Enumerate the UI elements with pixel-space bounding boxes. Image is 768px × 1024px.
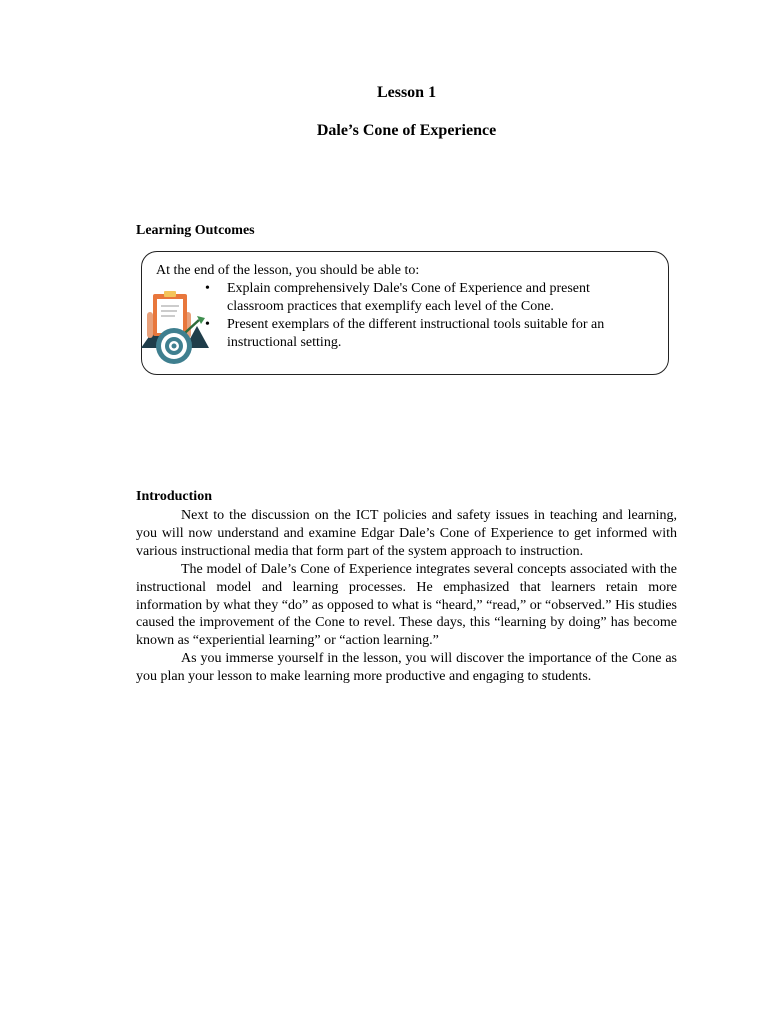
learning-outcomes-list — [205, 280, 625, 352]
left-arm-shape — [147, 312, 153, 338]
lesson-number: Lesson 1 — [376, 84, 437, 101]
target-bullseye — [172, 344, 177, 349]
clipboard-clip-shape — [164, 291, 176, 297]
target-clipboard-icon — [141, 290, 211, 366]
introduction-body — [136, 507, 677, 686]
outcome-text: Present exemplars of the different instructional tools suitable for an instructional setting. — [227, 317, 605, 350]
list-item — [205, 316, 625, 352]
outcome-text: Explain comprehensively Dale's Cone of Experience and present classroom practices that exemplify each level of the Cone. — [227, 281, 590, 314]
introduction-heading: Introduction — [136, 489, 212, 504]
bullet-icon: • — [205, 317, 210, 332]
list-item — [205, 280, 625, 316]
introduction-paragraph: Next to the discussion on the ICT policies and safety issues in teaching and learning, you will now understand and examine Edgar Dale’s Cone of Experience to get informed with various instructional media that form part of the system approach to instruction. — [136, 508, 677, 559]
learning-outcomes-intro: At the end of the lesson, you should be able to: — [156, 263, 420, 278]
introduction-paragraph: As you immerse yourself in the lesson, you will discover the importance of the Cone as you plan your lesson to make learning more productive and engaging to students. — [136, 651, 677, 685]
introduction-paragraph: The model of Dale’s Cone of Experience integrates several concepts associated with the instructional model and learning processes. He emphasized that learners retain more information by what they “do” as opposed to what is “heard,” “read,” or “observed.” His studies caused the improvement of the Cone to revel. These days, this “learning by doing” has become known as “experiential learning” or “action learning.” — [136, 561, 677, 649]
bullet-icon: • — [205, 281, 210, 296]
lesson-title: Dale’s Cone of Experience — [316, 122, 497, 139]
learning-outcomes-heading: Learning Outcomes — [136, 223, 255, 238]
